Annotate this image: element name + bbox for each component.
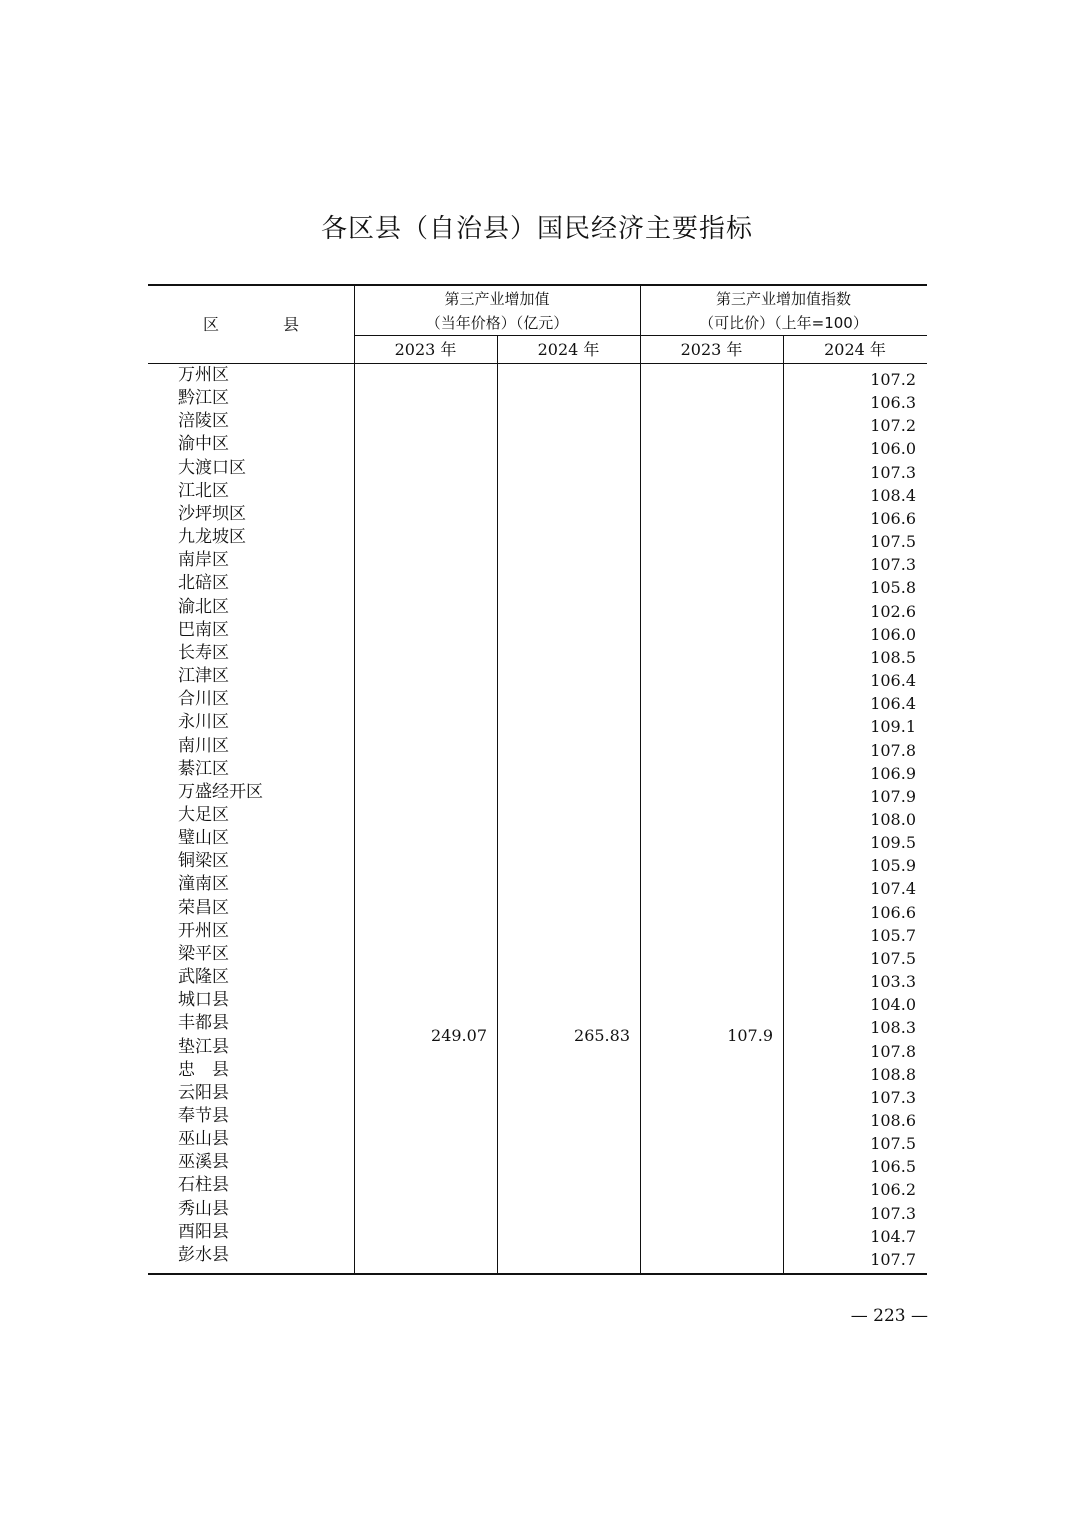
group-header-line: 第三产业增加值 [444, 290, 550, 308]
region-name: 大渡口区 [178, 457, 246, 478]
region-name-list [178, 364, 263, 1267]
region-name: 璧山区 [178, 828, 229, 849]
index-2024-value: 108.0 [870, 809, 916, 829]
region-name: 石柱县 [178, 1175, 229, 1196]
region-name: 巫山县 [178, 1129, 229, 1150]
region-name: 武隆区 [178, 967, 229, 988]
region-name: 江北区 [178, 480, 229, 501]
index-2024-value: 107.2 [870, 370, 916, 389]
index-2024-value: 107.4 [870, 879, 916, 899]
index-2024-value: 107.3 [870, 1087, 916, 1107]
index-2024-value: 106.0 [870, 624, 916, 644]
index-2024-value: 104.0 [870, 995, 916, 1015]
region-name: 南岸区 [178, 550, 229, 571]
group-header-current-price [354, 287, 640, 335]
index-2024-value: 106.3 [870, 393, 916, 413]
index-2024-value: 107.5 [870, 948, 916, 968]
index-2024-value: 108.8 [870, 1064, 916, 1084]
index-2024-value: 108.4 [870, 485, 916, 505]
header-bottom-rule [148, 363, 927, 364]
group-header-line: 第三产业增加值指数 [715, 290, 851, 308]
index-2024-value: 107.9 [870, 786, 916, 806]
region-column-header: 区 县 [202, 315, 299, 334]
index-2024-value: 105.8 [870, 578, 916, 598]
index-2024-value: 107.5 [870, 1134, 916, 1154]
region-name: 彭水县 [178, 1244, 229, 1265]
region-name: 忠 县 [178, 1059, 229, 1080]
region-name: 酉阳县 [178, 1221, 229, 1242]
index-2024-value: 108.6 [870, 1111, 916, 1130]
region-name: 北碚区 [178, 573, 229, 594]
column-divider [354, 284, 355, 1275]
index-2024-value: 106.4 [870, 694, 916, 714]
table-top-rule [148, 284, 927, 286]
page-number: — 223 — [850, 1306, 928, 1326]
region-name: 万州区 [178, 365, 229, 385]
index-2024-value: 107.2 [870, 416, 916, 436]
merged-index-2023: 107.9 [727, 1026, 773, 1045]
merged-value-2023-current: 249.07 [431, 1026, 487, 1045]
region-name: 巫溪县 [178, 1152, 229, 1173]
region-name: 渝中区 [178, 434, 229, 455]
year-header-2023: 2023 年 [680, 340, 743, 359]
region-name: 涪陵区 [178, 411, 229, 432]
region-name: 铜梁区 [178, 851, 229, 872]
year-header-2024: 2024 年 [537, 340, 600, 359]
region-name: 巴南区 [178, 619, 229, 640]
region-name: 合川区 [178, 689, 229, 710]
region-name: 奉节县 [178, 1106, 229, 1126]
region-name: 綦江区 [178, 758, 229, 779]
region-name: 云阳县 [178, 1082, 229, 1103]
region-name: 黔江区 [178, 388, 229, 409]
region-name: 丰都县 [178, 1013, 229, 1034]
index-2024-value: 106.5 [870, 1157, 916, 1177]
region-name: 九龙坡区 [178, 527, 246, 548]
page-title: 各区县（自治县）国民经济主要指标 [320, 214, 753, 244]
region-name: 开州区 [178, 920, 229, 941]
index-2024-value: 106.6 [870, 508, 916, 528]
index-2024-value: 107.5 [870, 532, 916, 552]
index-2024-value: 108.5 [870, 647, 916, 667]
index-2024-value: 104.7 [870, 1226, 916, 1246]
index-2024-value: 105.7 [870, 925, 916, 945]
region-name: 渝北区 [178, 596, 229, 617]
table-bottom-rule [148, 1273, 927, 1275]
region-name: 沙坪坝区 [178, 503, 246, 524]
index-2024-value: 106.2 [870, 1180, 916, 1200]
column-divider [497, 335, 498, 1275]
index-2024-value: 102.6 [870, 601, 916, 621]
region-name: 荣昌区 [178, 897, 229, 918]
statistics-table [148, 284, 927, 1275]
index-2024-value: 107.7 [870, 1249, 916, 1269]
group-header-line: （可比价）（上年=100） [699, 314, 868, 332]
index-2024-value: 108.3 [870, 1018, 916, 1038]
index-2024-value: 107.3 [870, 555, 916, 575]
index-2024-value: 107.8 [870, 740, 916, 760]
year-header-2024: 2024 年 [824, 340, 886, 359]
index-2024-value: 106.6 [870, 902, 916, 922]
region-name: 大足区 [178, 804, 229, 825]
region-name: 永川区 [178, 712, 229, 733]
region-name: 城口县 [178, 990, 229, 1011]
merged-value-2024-current: 265.83 [574, 1026, 630, 1045]
index-2024-value: 105.9 [870, 856, 916, 876]
group-header-line: （当年价格）（亿元） [425, 314, 569, 332]
index-2024-value: 109.1 [870, 717, 916, 737]
index-2024-list [784, 368, 916, 1271]
index-2024-value: 109.5 [870, 833, 916, 853]
region-name: 垫江县 [178, 1036, 229, 1057]
index-2024-value: 107.3 [870, 462, 916, 482]
index-2024-value: 106.4 [870, 671, 916, 691]
index-2024-value: 107.8 [870, 1041, 916, 1061]
index-2024-value: 106.0 [870, 439, 916, 459]
region-name: 长寿区 [178, 642, 229, 663]
region-name: 梁平区 [178, 943, 229, 964]
region-name: 秀山县 [178, 1198, 229, 1219]
region-name: 万盛经开区 [178, 781, 263, 802]
region-name: 南川区 [178, 735, 229, 756]
column-divider [640, 284, 641, 1275]
year-header-2023: 2023 年 [394, 340, 457, 359]
index-2024-value: 107.3 [870, 1203, 916, 1223]
index-2024-value: 103.3 [870, 972, 916, 992]
region-name: 潼南区 [178, 874, 229, 895]
index-2024-value: 106.9 [870, 763, 916, 783]
group-header-index [640, 287, 927, 335]
region-name: 江津区 [178, 666, 229, 687]
